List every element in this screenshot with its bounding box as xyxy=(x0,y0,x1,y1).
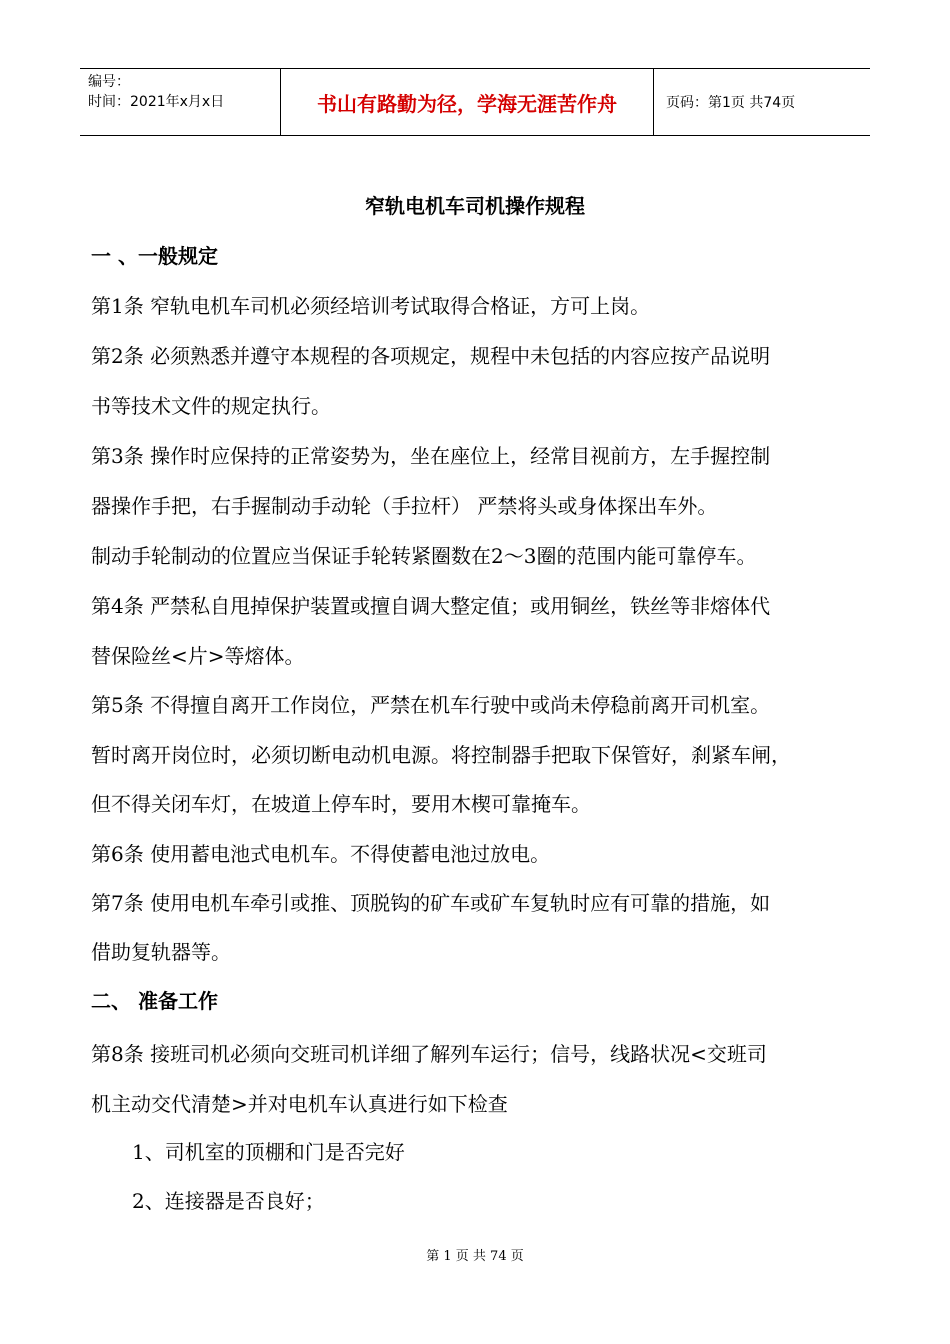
document-date-label: 时间：2021年x月x日 xyxy=(88,94,225,110)
list-item: 2、连接器是否良好； xyxy=(132,1189,325,1213)
page-footer: 第 1 页 共 74 页 xyxy=(426,1249,524,1264)
paragraph-line: 但不得关闭车灯，在坡道上停车时，要用木楔可靠掩车。 xyxy=(91,792,591,816)
paragraph-line: 机主动交代清楚>并对电机车认真进行如下检查 xyxy=(91,1092,508,1116)
paragraph-line: 替保险丝<片>等熔体。 xyxy=(91,644,305,668)
section-heading-general: 一 、一般规定 xyxy=(91,244,218,268)
paragraph-line: 第1条 窄轨电机车司机必须经培训考试取得合格证，方可上岗。 xyxy=(91,294,651,318)
header-motto: 书山有路勤为径，学海无涯苦作舟 xyxy=(281,69,654,135)
paragraph-line: 器操作手把，右手握制动手动轮（手拉杆） 严禁将头或身体探出车外。 xyxy=(91,494,718,518)
header-page-info: 页码：第1页 共74页 xyxy=(666,95,796,111)
paragraph-line: 制动手轮制动的位置应当保证手轮转紧圈数在2～3圈的范围内能可靠停车。 xyxy=(91,544,757,568)
paragraph-line: 第2条 必须熟悉并遵守本规程的各项规定，规程中未包括的内容应按产品说明 xyxy=(91,344,771,368)
paragraph-line: 第4条 严禁私自甩掉保护装置或擅自调大整定值；或用铜丝，铁丝等非熔体代 xyxy=(91,594,771,618)
paragraph-line: 借助复轨器等。 xyxy=(91,940,231,964)
list-item: 1、司机室的顶棚和门是否完好 xyxy=(132,1140,405,1164)
document-number-label: 编号： xyxy=(88,74,130,90)
paragraph-line: 第8条 接班司机必须向交班司机详细了解列车运行；信号，线路状况<交班司 xyxy=(91,1042,767,1066)
paragraph-line: 第7条 使用电机车牵引或推、顶脱钩的矿车或矿车复轨时应有可靠的措施，如 xyxy=(91,891,771,915)
paragraph-line: 第6条 使用蓄电池式电机车。不得使蓄电池过放电。 xyxy=(91,842,551,866)
paragraph-line: 第3条 操作时应保持的正常姿势为，坐在座位上，经常目视前方，左手握控制 xyxy=(91,444,771,468)
paragraph-line: 第5条 不得擅自离开工作岗位，严禁在机车行驶中或尚未停稳前离开司机室。 xyxy=(91,693,771,717)
header-table xyxy=(80,68,870,136)
paragraph-line: 书等技术文件的规定执行。 xyxy=(91,394,331,418)
section-heading-preparation: 二、 准备工作 xyxy=(91,989,218,1013)
header-left-cell xyxy=(80,69,281,135)
document-title: 窄轨电机车司机操作规程 xyxy=(365,194,585,218)
paragraph-line: 暂时离开岗位时，必须切断电动机电源。将控制器手把取下保管好，刹紧车闸， xyxy=(91,743,791,767)
